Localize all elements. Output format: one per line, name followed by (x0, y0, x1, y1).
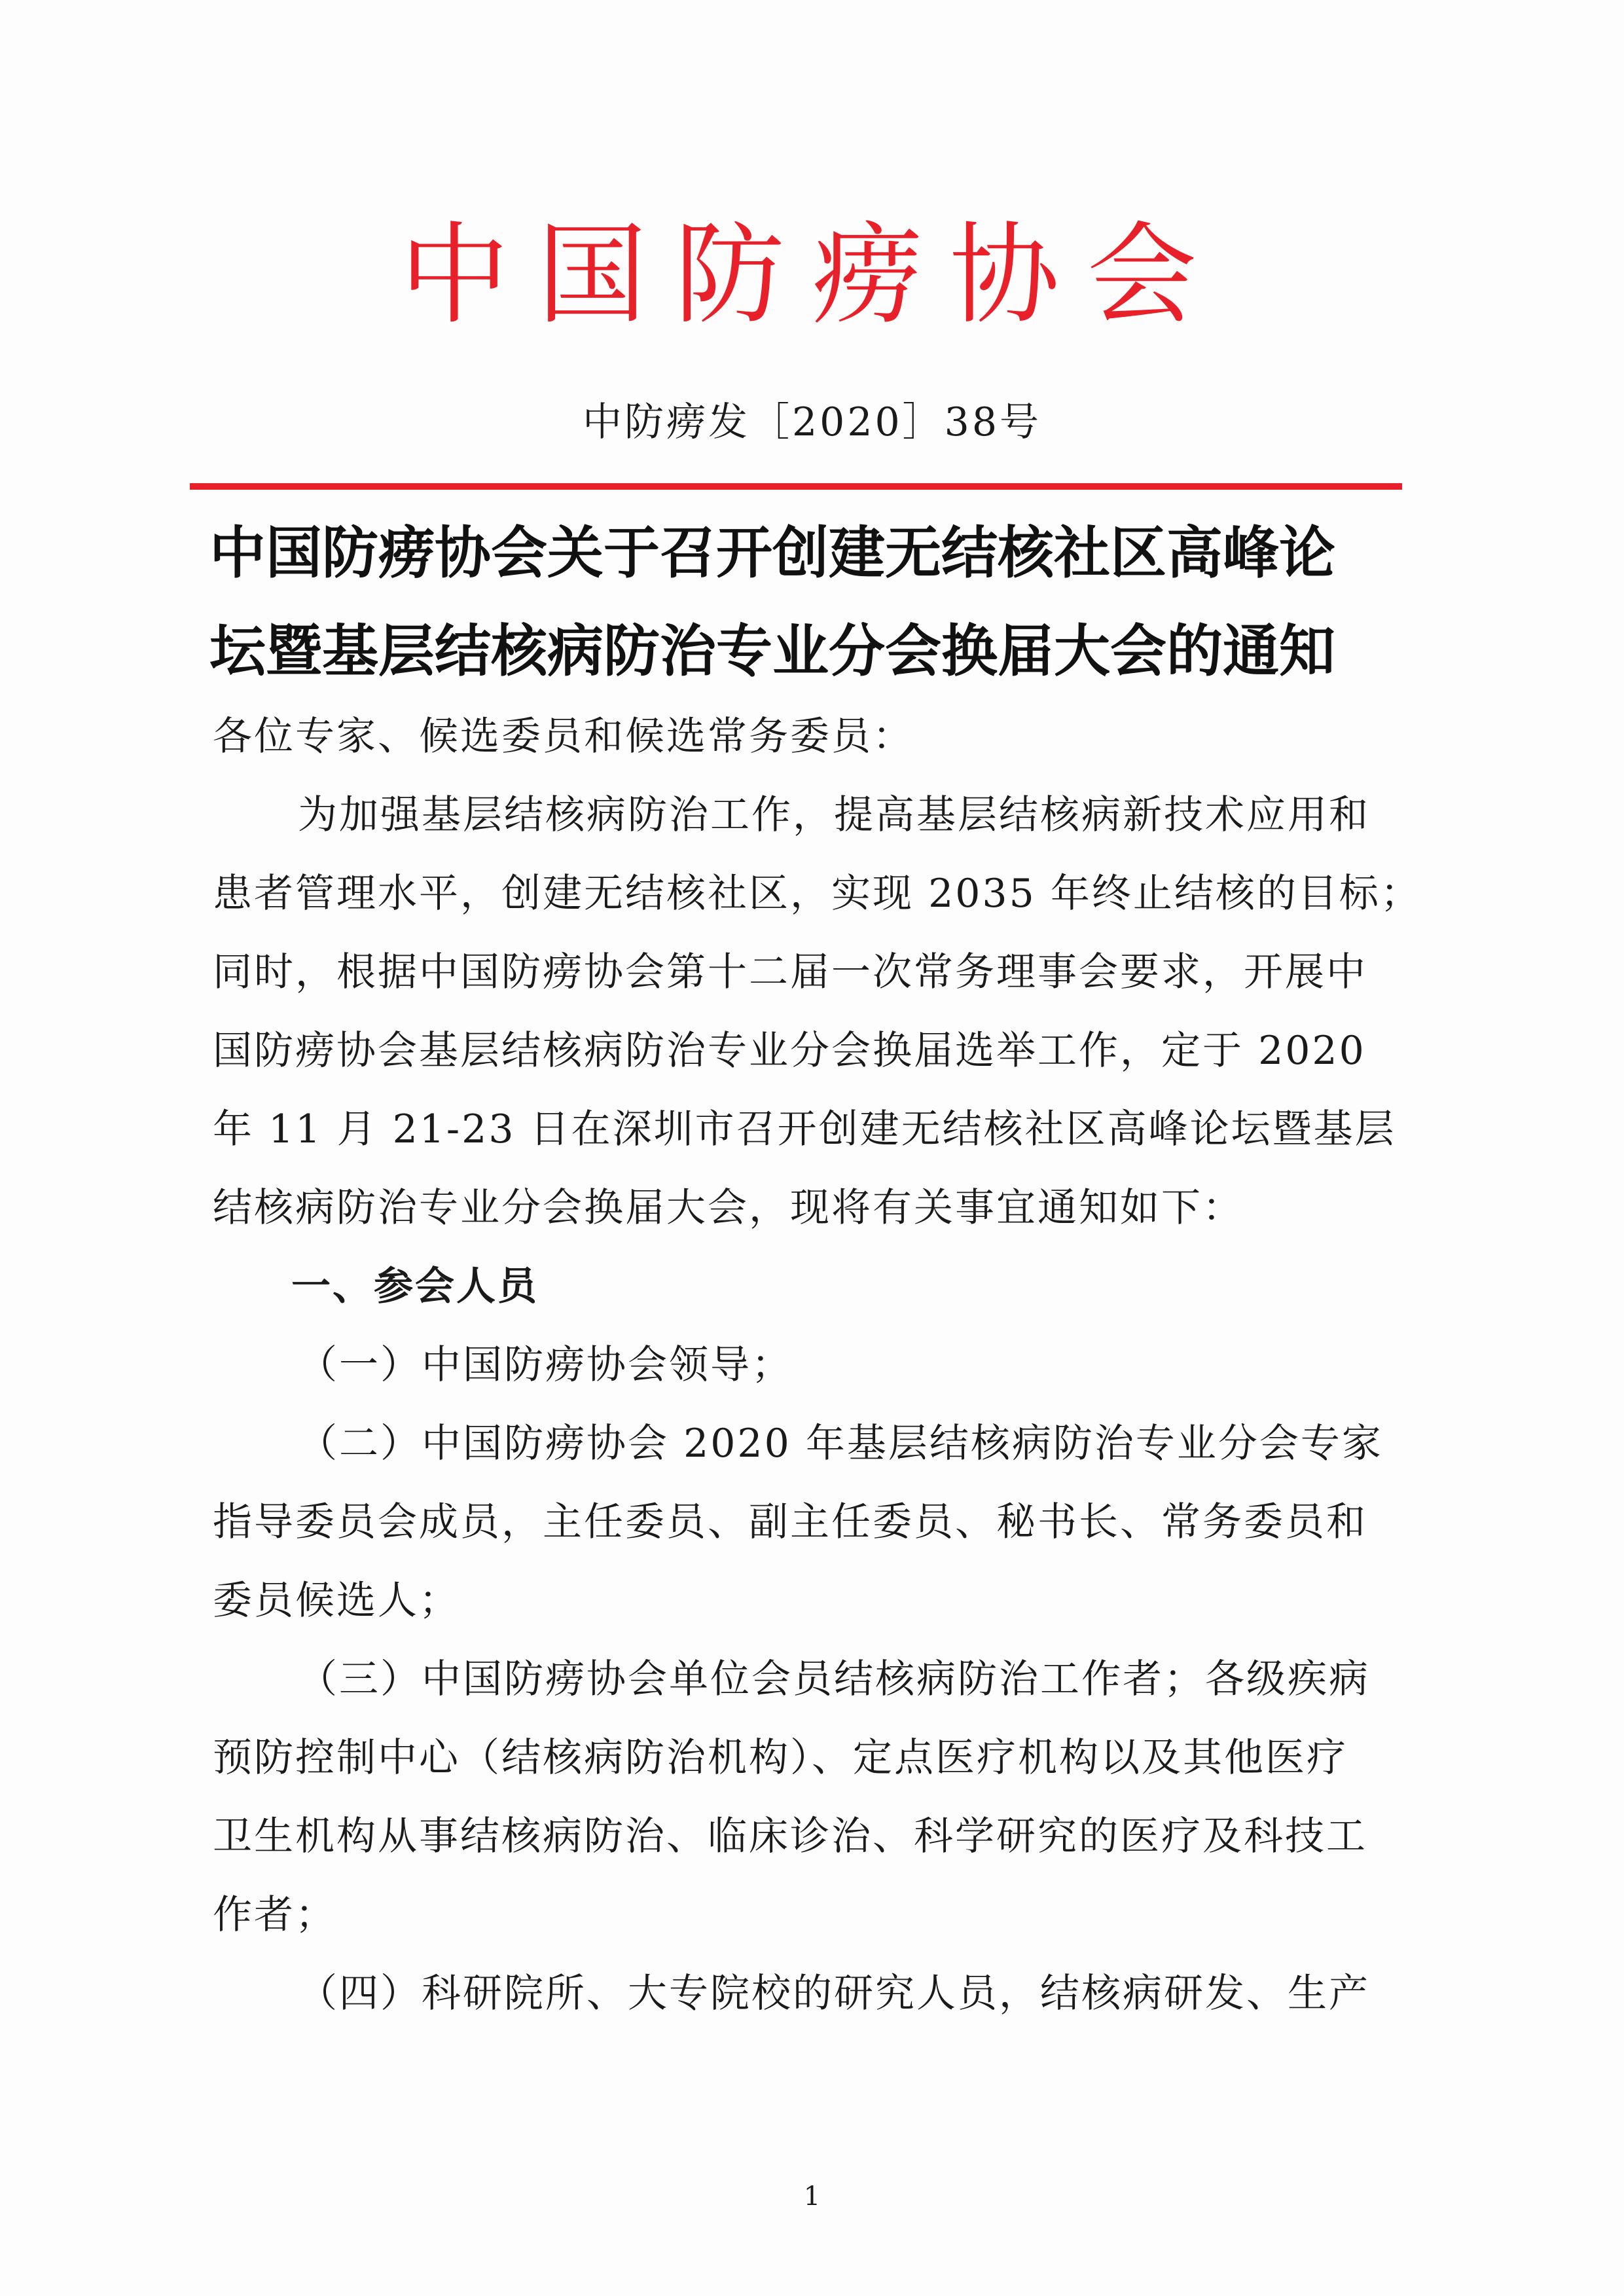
intro-paragraph-line: 为加强基层结核病防治工作，提高基层结核病新技术应用和 (298, 792, 1370, 838)
intro-paragraph-line: 患者管理水平，创建无结核社区，实现 2035 年终止结核的目标； (213, 871, 1422, 917)
intro-paragraph-line: 国防痨协会基层结核病防治专业分会换届选举工作，定于 2020 (213, 1028, 1366, 1074)
document-number: 中防痨发［2020］38号 (582, 399, 1042, 445)
page-number: 1 (803, 2181, 821, 2212)
intro-paragraph-line: 年 11 月 21-23 日在深圳市召开创建无结核社区高峰论坛暨基层 (213, 1106, 1396, 1152)
attendee-item-line: （三）中国防痨协会单位会员结核病防治工作者；各级疾病 (298, 1656, 1370, 1702)
attendee-item-line: 指导委员会成员，主任委员、副主任委员、秘书长、常务委员和 (213, 1499, 1367, 1545)
notice-title-line: 中国防痨协会关于召开创建无结核社区高峰论 (209, 520, 1335, 586)
attendee-item-line: 作者； (213, 1892, 336, 1938)
salutation: 各位专家、候选委员和候选常务委员： (213, 714, 914, 759)
attendee-item-line: （一）中国防痨协会领导； (298, 1342, 793, 1388)
intro-paragraph-line: 同时，根据中国防痨协会第十二届一次常务理事会要求，开展中 (213, 949, 1367, 995)
attendee-item-line: 预防控制中心（结核病防治机构）、定点医疗机构以及其他医疗 (213, 1735, 1348, 1781)
attendee-item-line: 卫生机构从事结核病防治、临床诊治、科学研究的医疗及科技工 (213, 1813, 1367, 1859)
notice-body (213, 697, 1430, 2033)
intro-paragraph-line: 结核病防治专业分会换届大会，现将有关事宜通知如下： (213, 1185, 1244, 1231)
attendee-item-line: （二）中国防痨协会 2020 年基层结核病防治专业分会专家 (298, 1421, 1383, 1467)
notice-title-line: 坛暨基层结核病防治专业分会换届大会的通知 (209, 619, 1335, 684)
section-heading: 一、参会人员 (291, 1264, 539, 1309)
red-divider-rule (190, 483, 1402, 490)
notice-title (209, 504, 1440, 701)
attendee-item-line: （四）科研院所、大专院校的研究人员，结核病研发、生产 (298, 1971, 1370, 2016)
letterhead-org-name: 中国防痨协会 (399, 211, 1225, 339)
attendee-item-line: 委员候选人； (213, 1578, 460, 1624)
